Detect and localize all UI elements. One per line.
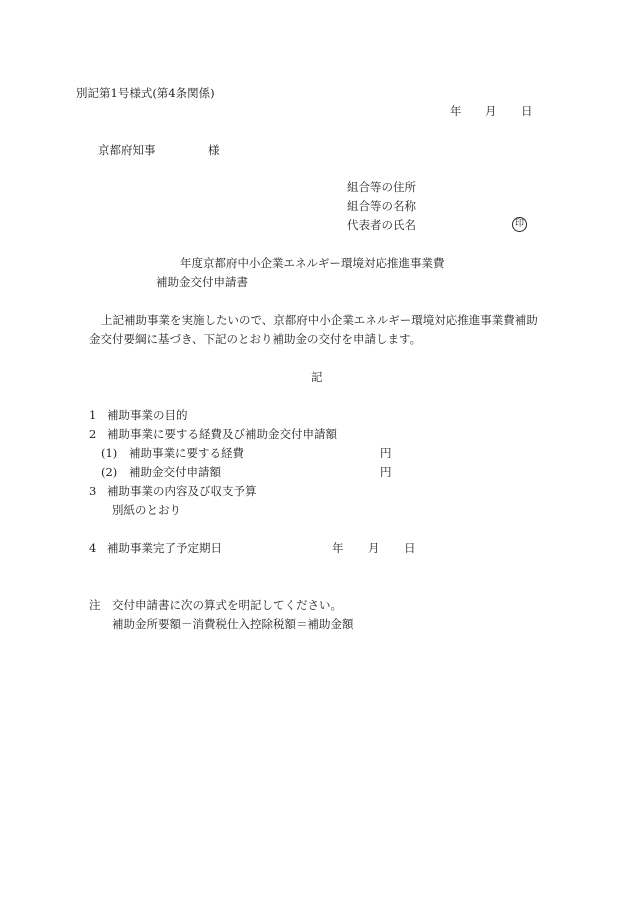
item2-sub2-number: (2) bbox=[101, 465, 118, 479]
applicant-name-label: 組合等の名称 bbox=[347, 199, 416, 213]
form-label: 別記第1号様式(第4条関係) bbox=[76, 86, 215, 100]
item1-number: 1 bbox=[89, 408, 97, 422]
document-title-line2: 補助金交付申請書 bbox=[156, 275, 248, 289]
item1-text: 補助事業の目的 bbox=[107, 408, 188, 422]
item2-sub2-unit: 円 bbox=[380, 465, 392, 479]
item4-number: 4 bbox=[89, 541, 97, 555]
recipient-honorific: 様 bbox=[208, 143, 220, 157]
date-day: 日 bbox=[521, 104, 533, 118]
date-year: 年 bbox=[450, 104, 462, 118]
item4-text: 補助事業完了予定期日 bbox=[107, 541, 222, 555]
body-text-line2: 金交付要綱に基づき、下記のとおり補助金の交付を申請します。 bbox=[89, 332, 422, 346]
date-month: 月 bbox=[485, 104, 497, 118]
ki-heading: 記 bbox=[311, 370, 323, 384]
note-text: 交付申請書に次の算式を明記してください。 bbox=[112, 598, 342, 612]
item2-sub1-text: 補助事業に要する経費 bbox=[129, 446, 244, 460]
item4-day: 日 bbox=[404, 541, 416, 555]
item2-sub2-text: 補助金交付申請額 bbox=[129, 465, 221, 479]
representative-name-label: 代表者の氏名 bbox=[347, 218, 416, 232]
item2-number: 2 bbox=[89, 427, 97, 441]
item2-text: 補助事業に要する経費及び補助金交付申請額 bbox=[107, 427, 337, 441]
document-title-line1: 年度京都府中小企業エネルギー環境対応推進事業費 bbox=[180, 256, 445, 270]
note-label: 注 bbox=[89, 598, 101, 612]
recipient-name: 京都府知事 bbox=[98, 143, 156, 157]
item2-sub1-unit: 円 bbox=[380, 446, 392, 460]
body-text-line1: 上記補助事業を実施したいので、京都府中小企業エネルギー環境対応推進事業費補助 bbox=[101, 313, 538, 327]
item3-text: 補助事業の内容及び収支予算 bbox=[107, 484, 257, 498]
item3-sub-text: 別紙のとおり bbox=[112, 503, 181, 517]
item4-year: 年 bbox=[332, 541, 344, 555]
seal-mark: 印 bbox=[512, 217, 527, 232]
applicant-address-label: 組合等の住所 bbox=[347, 180, 416, 194]
item2-sub1-number: (1) bbox=[101, 446, 118, 460]
item3-number: 3 bbox=[89, 484, 97, 498]
note-formula: 補助金所要額－消費税仕入控除税額＝補助金額 bbox=[112, 617, 354, 631]
item4-month: 月 bbox=[368, 541, 380, 555]
